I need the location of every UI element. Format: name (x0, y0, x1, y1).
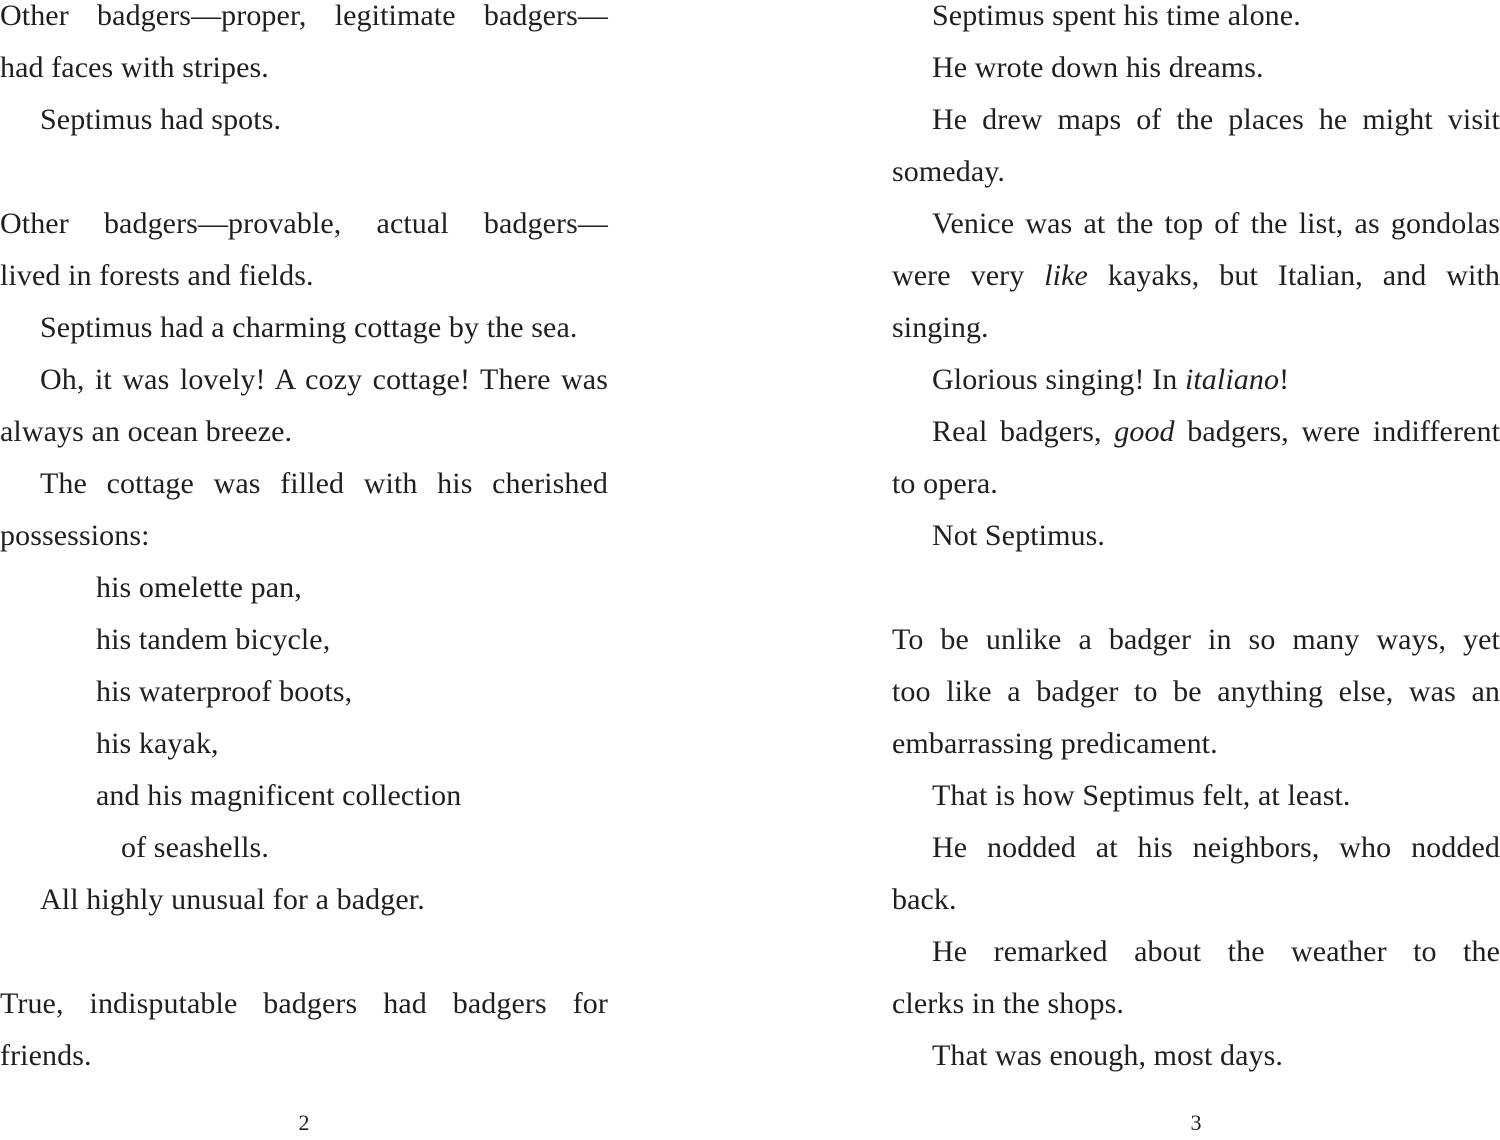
text-line: Oh, it was lovely! A cozy cottage! There was (40, 363, 608, 396)
text-line: He drew maps of the places he might visit (932, 103, 1500, 136)
text-line: He wrote down his dreams. (932, 51, 1264, 84)
text-run: kayaks, but Italian, and with (1087, 259, 1500, 292)
text-line: clerks in the shops. (892, 987, 1124, 1020)
right-page-text (892, 0, 1500, 1082)
text-run: Real badgers, (932, 415, 1115, 448)
emphasis-text: like (1044, 259, 1088, 292)
section-break (0, 146, 608, 198)
text-line: To be unlike a badger in so many ways, yet (892, 623, 1500, 656)
text-line: True, indisputable badgers had badgers for (0, 987, 608, 1020)
page-number-left: 2 (298, 1110, 310, 1135)
text-line: friends. (0, 1039, 92, 1072)
list-item: and his magnificent collection (96, 779, 462, 812)
list-item: his omelette pan, (96, 571, 302, 604)
text-run: ! (1279, 363, 1290, 396)
text-line: That was enough, most days. (932, 1039, 1283, 1072)
text-line: back. (892, 883, 957, 916)
text-line: to opera. (892, 467, 998, 500)
text-line: someday. (892, 155, 1005, 188)
list-item: his waterproof boots, (96, 675, 353, 708)
section-break (892, 562, 1500, 614)
text-line (892, 354, 1500, 406)
text-line: Other badgers—provable, actual badgers— (0, 207, 608, 240)
text-line: always an ocean breeze. (0, 415, 293, 448)
text-line: Septimus spent his time alone. (932, 0, 1301, 32)
text-line: Septimus had a charming cottage by the sea. (40, 311, 578, 344)
left-page-text (0, 0, 608, 1082)
text-line: Septimus had spots. (40, 103, 282, 136)
text-line: He nodded at his neighbors, who nodded (932, 831, 1500, 864)
page-number-right: 3 (1190, 1110, 1202, 1135)
text-line: lived in forests and fields. (0, 259, 314, 292)
text-line: All highly unusual for a badger. (40, 883, 425, 916)
emphasis-text: good (1114, 415, 1175, 448)
text-line (892, 250, 1500, 302)
text-line: Other badgers—proper, legitimate badgers— (0, 0, 608, 32)
text-line: Venice was at the top of the list, as gondolas (932, 207, 1500, 240)
left-page (0, 0, 608, 1082)
text-line: The cottage was filled with his cherished (40, 467, 608, 500)
list-item: his kayak, (96, 727, 219, 760)
text-run: were very (892, 259, 1045, 292)
section-break (0, 926, 608, 978)
text-line: singing. (892, 311, 989, 344)
text-run: Glorious singing! In (932, 363, 1185, 396)
text-line: Not Septimus. (932, 519, 1105, 552)
emphasis-text: italiano (1184, 363, 1280, 396)
right-page (892, 0, 1500, 1082)
text-line (892, 406, 1500, 458)
text-line: embarrassing predicament. (892, 727, 1218, 760)
text-line: had faces with stripes. (0, 51, 269, 84)
text-line: He remarked about the weather to the (932, 935, 1500, 968)
text-line: That is how Septimus felt, at least. (932, 779, 1351, 812)
text-run: badgers, were indifferent (1174, 415, 1500, 448)
list-item: his tandem bicycle, (96, 623, 331, 656)
text-line: too like a badger to be anything else, was an (892, 675, 1500, 708)
list-item-continuation: of seashells. (121, 831, 269, 864)
text-line: possessions: (0, 519, 150, 552)
